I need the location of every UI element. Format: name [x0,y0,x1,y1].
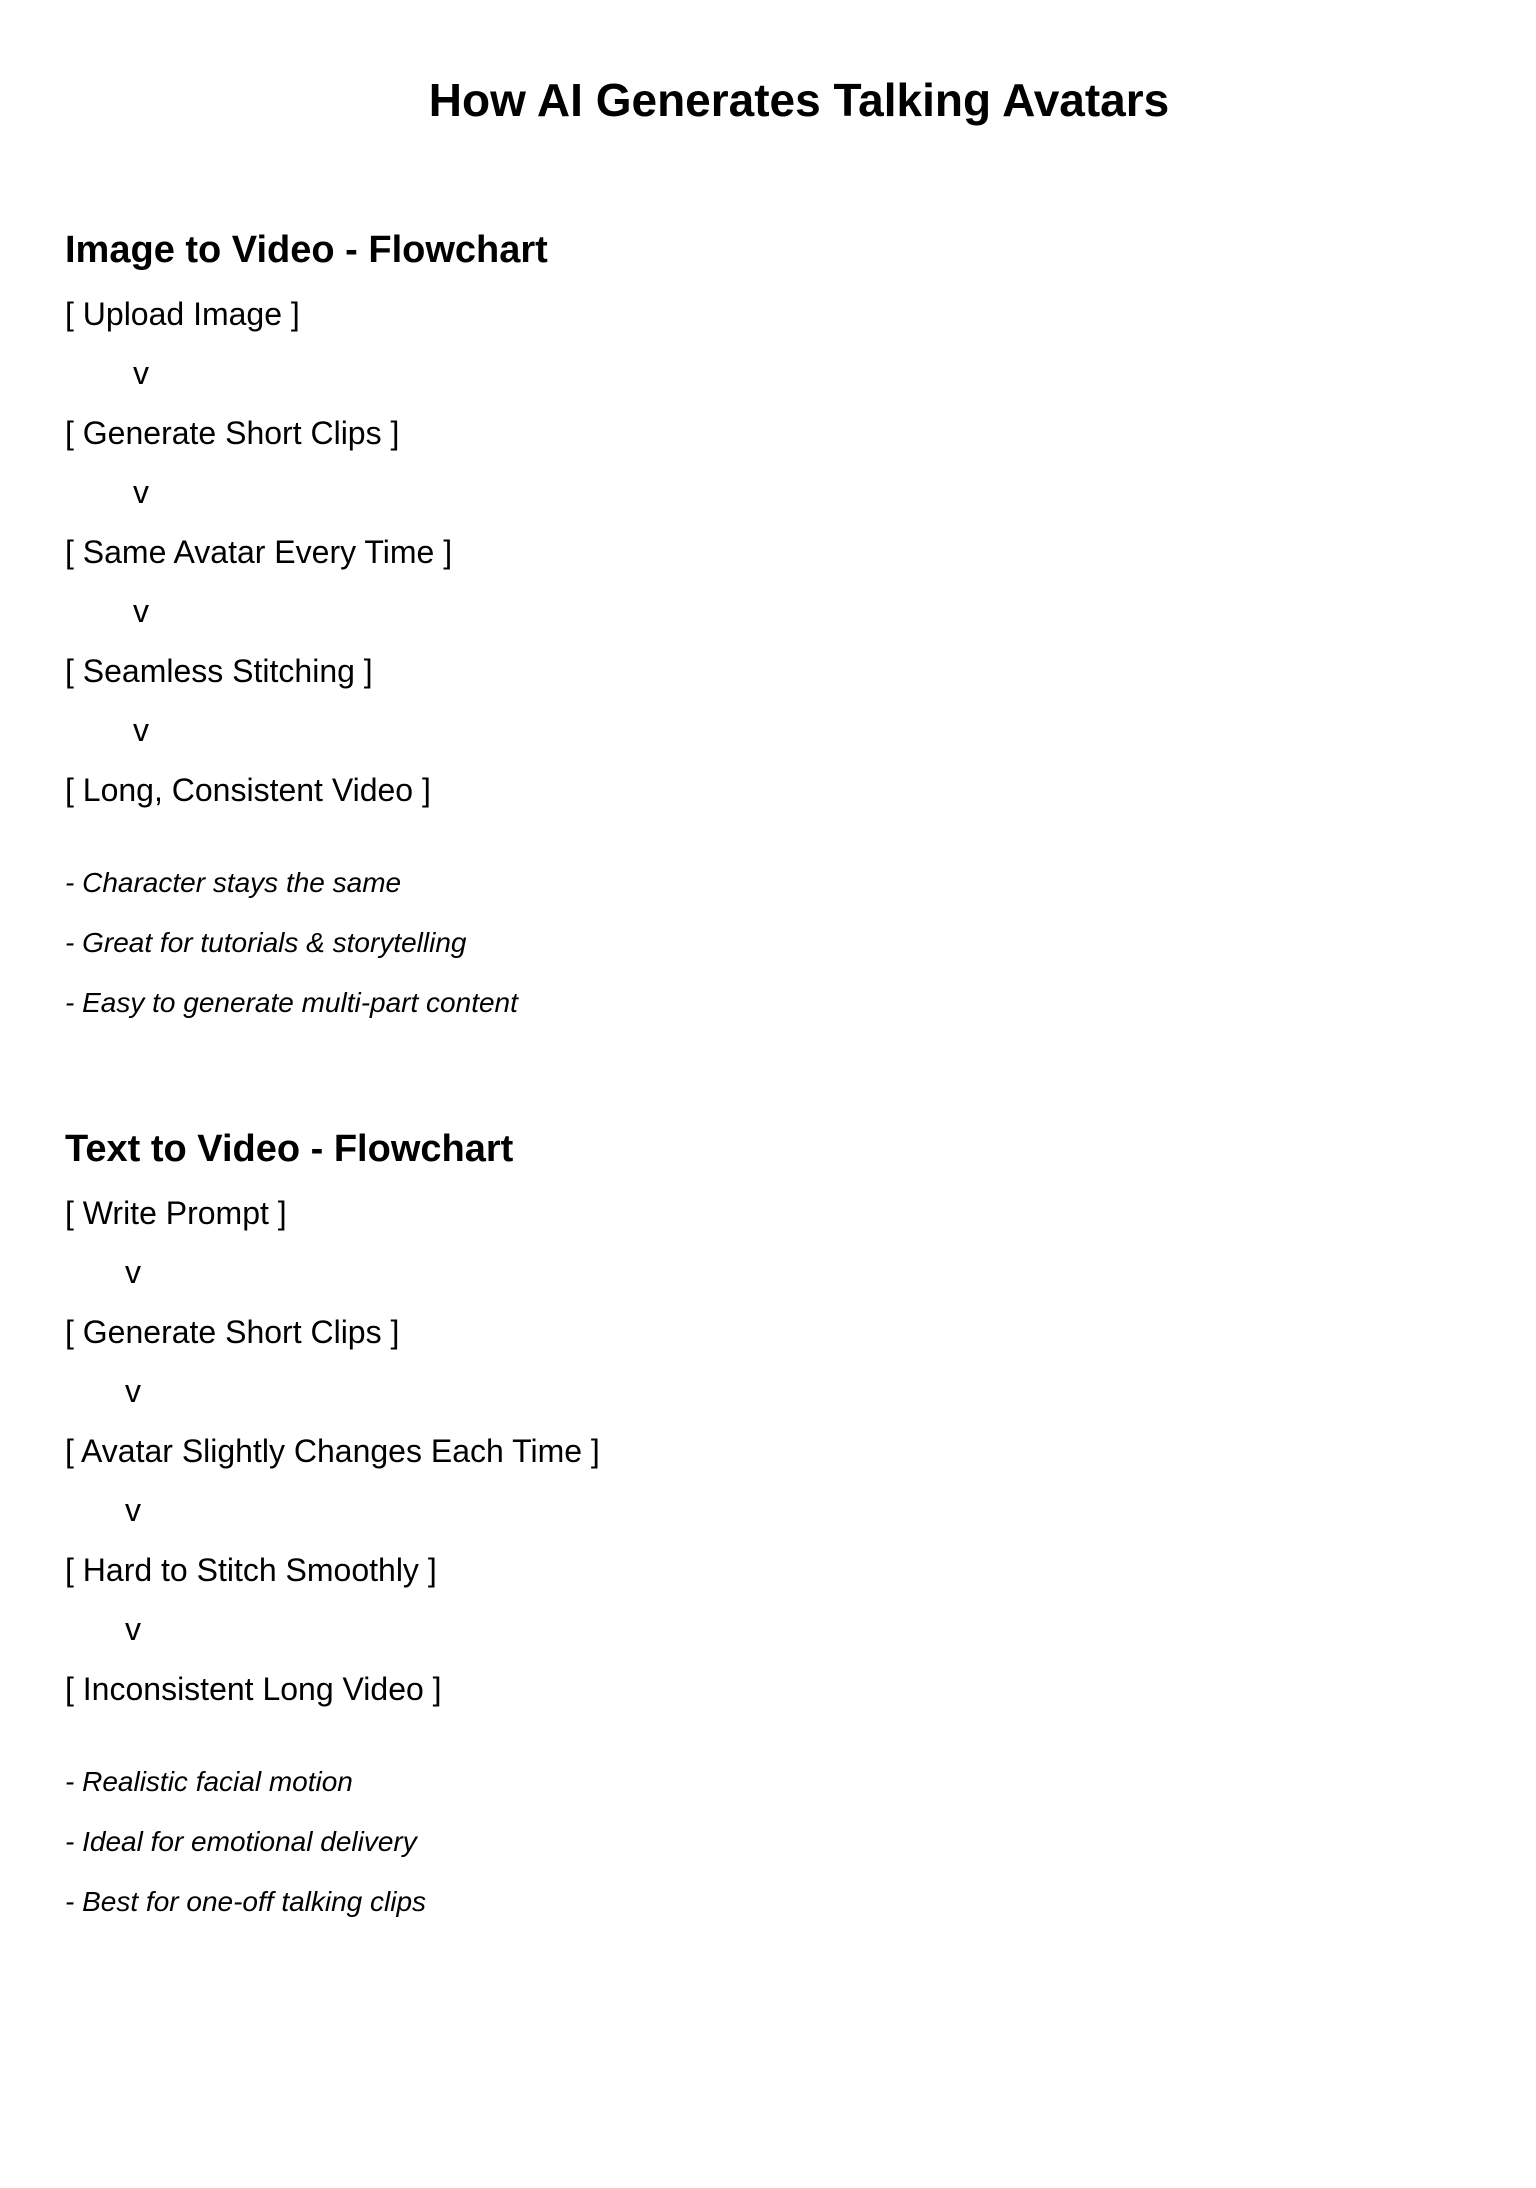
flow-row [65,1550,1465,1669]
flow-step-hard-to-stitch: [ Hard to Stitch Smoothly ] [65,1552,437,1588]
flow-row [65,413,1465,532]
page-title: How AI Generates Talking Avatars [428,74,1170,126]
flow-row [65,532,1465,651]
feature-note: - Realistic facial motion [65,1766,353,1797]
feature-note: - Easy to generate multi-part content [65,987,518,1018]
flowchart [65,294,1465,889]
down-arrow-icon: v [133,712,149,748]
section-heading: Text to Video - Flowchart [65,1128,514,1170]
flow-step-same-avatar: [ Same Avatar Every Time ] [65,534,453,570]
flow-step-inconsistent-video: [ Inconsistent Long Video ] [65,1671,442,1707]
flow-step-generate-short-clips: [ Generate Short Clips ] [65,1314,400,1350]
feature-note: - Best for one-off talking clips [65,1886,427,1917]
section-heading: Image to Video - Flowchart [65,229,548,271]
down-arrow-icon: v [133,593,149,629]
flow-row [65,770,1465,889]
down-arrow-icon: v [125,1373,141,1409]
down-arrow-icon: v [133,474,149,510]
feature-note: - Ideal for emotional delivery [65,1826,417,1857]
flow-row [65,651,1465,770]
down-arrow-icon: v [125,1611,141,1647]
flow-step-upload-image: [ Upload Image ] [65,296,300,332]
flow-step-avatar-changes: [ Avatar Slightly Changes Each Time ] [65,1433,600,1469]
flow-row [65,1193,1465,1312]
flow-row [65,1431,1465,1550]
flow-step-generate-short-clips: [ Generate Short Clips ] [65,415,400,451]
feature-notes [65,865,1465,1045]
down-arrow-icon: v [133,355,149,391]
down-arrow-icon: v [125,1254,141,1290]
text-to-video-section [65,1125,1465,1944]
feature-note: - Great for tutorials & storytelling [65,927,467,958]
flow-row [65,1669,1465,1788]
flow-row [65,1312,1465,1431]
down-arrow-icon: v [125,1492,141,1528]
feature-note: - Character stays the same [65,867,402,898]
feature-notes [65,1764,1465,1944]
image-to-video-section [65,226,1465,1045]
flowchart [65,1193,1465,1788]
flow-row [65,294,1465,413]
flow-step-long-consistent-video: [ Long, Consistent Video ] [65,772,431,808]
flow-step-seamless-stitching: [ Seamless Stitching ] [65,653,373,689]
flow-step-write-prompt: [ Write Prompt ] [65,1195,287,1231]
